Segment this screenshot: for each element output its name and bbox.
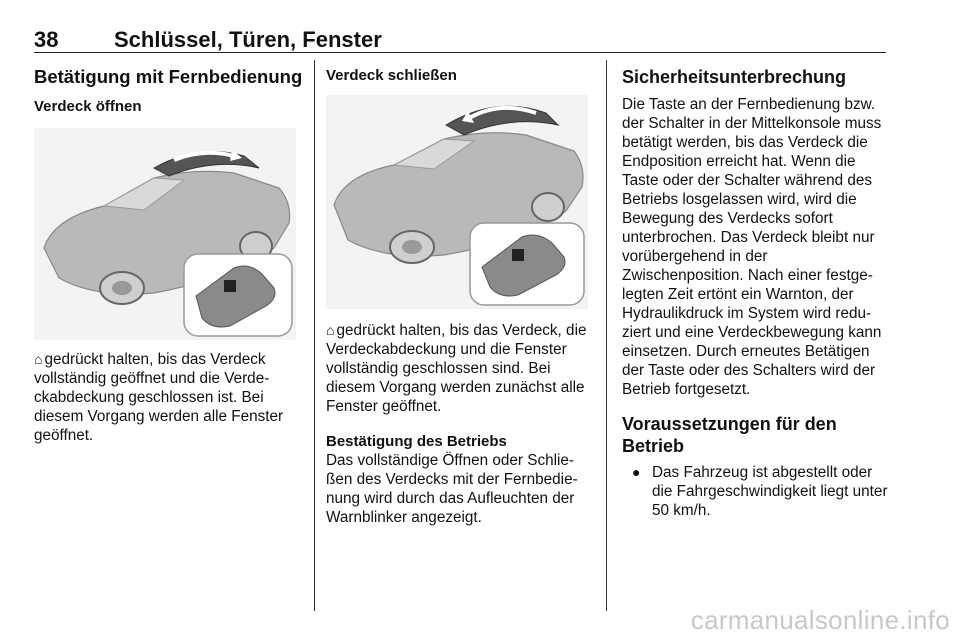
safety-body: Die Taste an der Fernbedienung bzw. der Schalter in der Mittelkonsole muss betätigt werden, bis das Verdeck die Endposition erreicht hat. Wenn die Taste oder der Schalter während des Betriebs losgelassen wird, wird die Bewegung des Verdecks sofort unterbrochen. Das Verdeck bleibt nur vorübergehend in der Zwischenposition. Nach einer festgelegten Zeit ertönt ein Warnton, der Hydraulikdruck im System wird reduziert und eine Verdeckbewegung kann einsetzen. Durch erneutes Betätigen der Taste oder des Schalters wird der Betrieb fortgesetzt.	[622, 96, 882, 398]
column-3	[622, 66, 888, 520]
watermark: carmanualsonline.info	[690, 605, 950, 635]
column-1	[34, 66, 304, 445]
car-roof-open-illustration	[34, 128, 296, 340]
bullet-text: Das Fahrzeug ist abgestellt oder die Fahrgeschwindigkeit liegt unter 50 km/h.	[652, 464, 888, 519]
list-item	[632, 463, 888, 520]
subtitle-close: Verdeck schließen	[326, 67, 457, 84]
page-title: Schlüssel, Türen, Fenster	[114, 27, 382, 52]
roof-key-icon: ⌂	[326, 322, 335, 338]
confirm-title: Bestätigung des Betriebs	[326, 433, 507, 450]
column-divider-2	[606, 60, 607, 611]
subtitle-open: Verdeck öffnen	[34, 98, 142, 115]
car-roof-close-illustration	[326, 95, 588, 309]
section-title: Betätigung mit Fernbedienung	[34, 66, 303, 87]
bullet-icon: ●	[632, 464, 641, 480]
prereq-title: Voraussetzungen für den Betrieb	[622, 414, 837, 456]
confirm-body: Das vollständige Öffnen oder Schließen des Verdecks mit der Fernbedienung wird durch das Aufleuchten der Warnblinker angezeigt.	[326, 452, 578, 526]
page-number: 38	[34, 27, 59, 52]
safety-title: Sicherheitsunterbrechung	[622, 67, 847, 87]
column-divider-1	[314, 60, 315, 611]
close-instructions: gedrückt halten, bis das Verdeck, die Verdeckabdeckung und die Fenster vollständig geschlossen sind. Bei diesem Vorgang werden zunächst alle Fenster geöffnet.	[326, 322, 587, 415]
header-rule	[34, 52, 886, 53]
open-instructions: gedrückt halten, bis das Verdeck vollständig geöffnet und die Verdeckabdeckung geschlossen ist. Bei diesem Vorgang werden alle Fenster geöffnet.	[34, 351, 284, 444]
roof-key-icon: ⌂	[34, 351, 43, 367]
column-2	[326, 66, 592, 527]
